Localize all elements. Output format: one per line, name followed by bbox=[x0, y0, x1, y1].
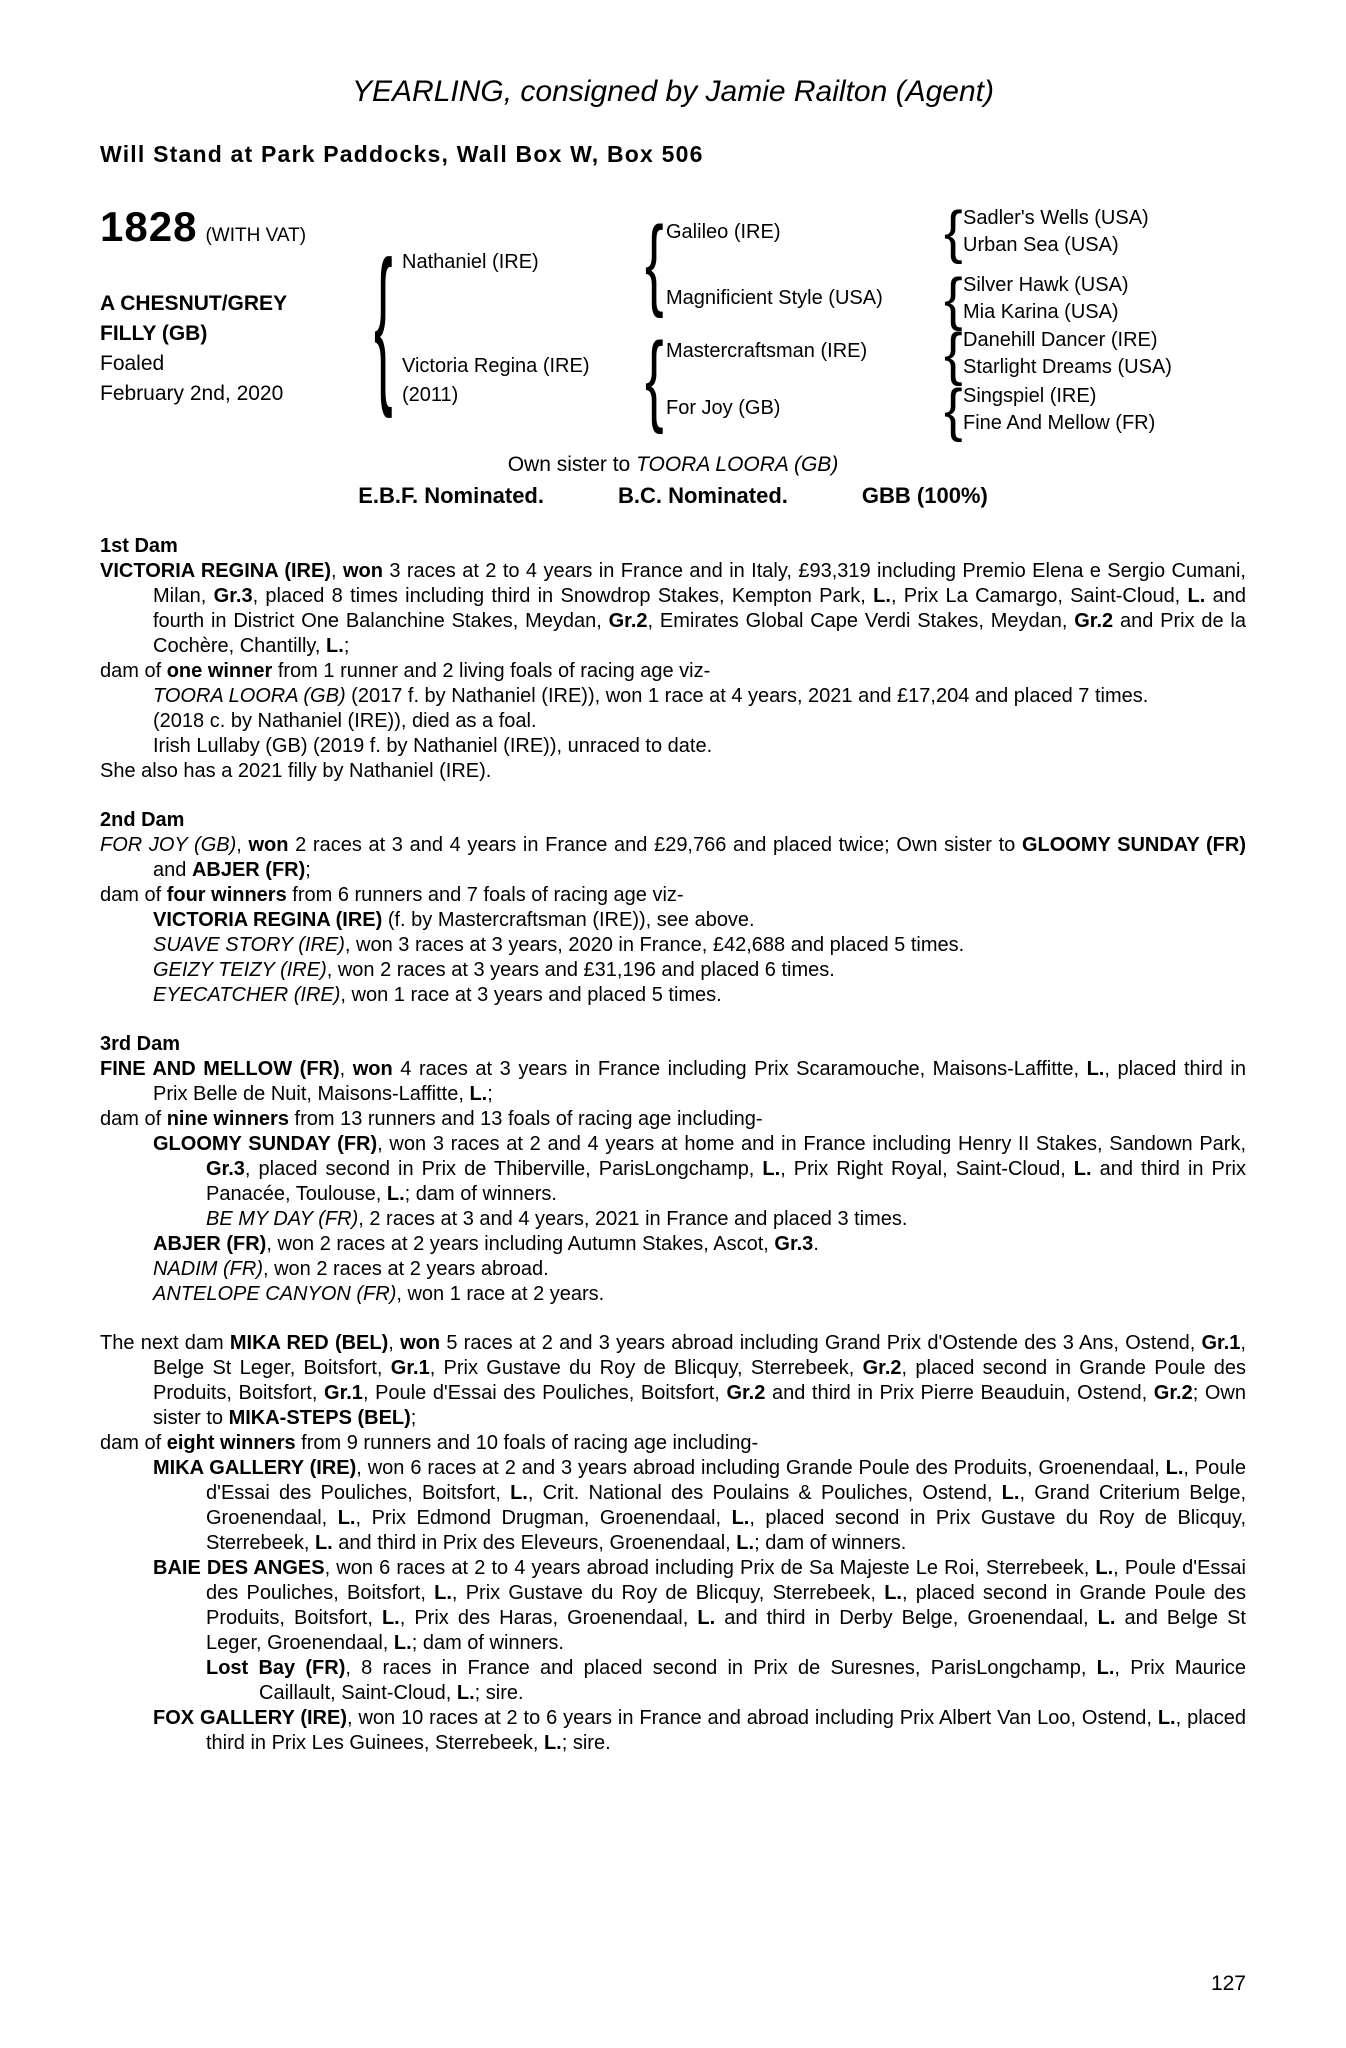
lot-sex-line: FILLY (GB) bbox=[100, 322, 208, 345]
catalogue-paragraph: GLOOMY SUNDAY (FR), won 3 races at 2 and 4 years at home and in France including Henry II Stakes, Sandown Park, Gr.3, placed second in Prix de Thiberville, ParisLongchamp, L., Prix Right Royal, Saint-Cloud, L. and third in Prix Panacée, Toulouse, L.; dam of winners. bbox=[153, 1133, 1247, 1205]
dam-section bbox=[100, 534, 1246, 784]
catalogue-paragraph: Lost Bay (FR), 8 races in France and placed second in Prix de Suresnes, ParisLongchamp, L., Prix Maurice Caillault, Saint-Cloud, L.; sire. bbox=[206, 1657, 1247, 1704]
catalogue-paragraph: EYECATCHER (IRE), won 1 race at 3 years and placed 5 times. bbox=[153, 984, 722, 1006]
grandparents-pair-3 bbox=[963, 327, 1172, 381]
gp-name: Singspiel (IRE) bbox=[963, 385, 1097, 407]
catalogue-paragraph: MIKA GALLERY (IRE), won 6 races at 2 and 3 years abroad including Grande Poule des Produits, Groenendaal, L., Poule d'Essai des Pouliches, Boitsfort, L., Crit. National des Poulains & Pouliches, Ostend, L., Grand Criterium Belge, Groenendaal, L., Prix Edmond Drugman, Groenendaal, L., placed second in Prix Gustave du Roy de Blicquy, Sterrebeek, L. and third in Prix des Eleveurs, Groenendaal, L.; dam of winners. bbox=[153, 1457, 1247, 1554]
dam-dam-name: For Joy (GB) bbox=[666, 397, 781, 419]
own-sister-line bbox=[0, 452, 1346, 478]
dam-section-heading: 1st Dam bbox=[100, 535, 178, 557]
pedigree-brace-gp3: { bbox=[944, 320, 963, 387]
gp-name: Silver Hawk (USA) bbox=[963, 274, 1129, 296]
catalogue-paragraph: FOX GALLERY (IRE), won 10 races at 2 to 6 years in France and abroad including Prix Albert Van Loo, Ostend, L., placed third in Prix Les Guinees, Sterrebeek, L.; sire. bbox=[153, 1707, 1247, 1754]
catalogue-paragraph: She also has a 2021 filly by Nathaniel (IRE). bbox=[100, 760, 492, 782]
grandparents-pair-4 bbox=[963, 383, 1155, 437]
grandparents-pair-2 bbox=[963, 272, 1129, 326]
dam-section bbox=[100, 1032, 1246, 1307]
catalogue-paragraph: dam of nine winners from 13 runners and 13 foals of racing age including- bbox=[100, 1108, 763, 1130]
own-sister-prefix: Own sister to bbox=[507, 453, 637, 476]
sire-name: Nathaniel (IRE) bbox=[402, 251, 539, 273]
dam-section-heading: 2nd Dam bbox=[100, 809, 185, 831]
catalogue-paragraph: FINE AND MELLOW (FR), won 4 races at 3 years in France including Prix Scaramouche, Maisons-Laffitte, L., placed third in Prix Belle de Nuit, Maisons-Laffitte, L.; bbox=[100, 1058, 1246, 1105]
catalogue-paragraph: SUAVE STORY (IRE), won 3 races at 3 years, 2020 in France, £42,688 and placed 5 times. bbox=[153, 934, 965, 956]
catalogue-paragraph: VICTORIA REGINA (IRE) (f. by Mastercraftsman (IRE)), see above. bbox=[153, 909, 755, 931]
gbb-badge: GBB (100%) bbox=[861, 483, 988, 508]
foaled-date: February 2nd, 2020 bbox=[100, 382, 284, 405]
page-title: YEARLING, consigned by Jamie Railton (Agent) bbox=[352, 75, 994, 108]
gp-name: Fine And Mellow (FR) bbox=[963, 412, 1156, 434]
ebf-nomination: E.B.F. Nominated. bbox=[358, 483, 544, 508]
lot-colour-line: A CHESNUT/GREY bbox=[100, 292, 288, 315]
gp-name: Urban Sea (USA) bbox=[963, 234, 1119, 256]
foaled-label: Foaled bbox=[100, 352, 165, 375]
catalogue-paragraph: FOR JOY (GB), won 2 races at 3 and 4 years in France and £29,766 and placed twice; Own sister to GLOOMY SUNDAY (FR) and ABJER (FR); bbox=[100, 834, 1246, 881]
lot-number: 1828 bbox=[100, 203, 198, 250]
catalogue-paragraph: dam of one winner from 1 runner and 2 living foals of racing age viz- bbox=[100, 660, 711, 682]
pedigree-brace-main: { bbox=[374, 223, 393, 420]
next-dam-section bbox=[100, 1331, 1246, 1756]
vat-note: (WITH VAT) bbox=[205, 225, 307, 246]
stand-location: Will Stand at Park Paddocks, Wall Box W, Box 506 bbox=[100, 141, 704, 167]
catalogue-paragraph: VICTORIA REGINA (IRE), won 3 races at 2 to 4 years in France and in Italy, £93,319 including Premio Elena e Sergio Cumani, Milan, Gr.3, placed 8 times including third in Snowdrop Stakes, Kempton Park, L., Prix La Camargo, Saint-Cloud, L. and fourth in District One Balanchine Stakes, Meydan, Gr.2, Emirates Global Cape Verdi Stakes, Meydan, Gr.2 and Prix de la Cochère, Chantilly, L.; bbox=[100, 560, 1246, 657]
pedigree-brace-gp4: { bbox=[944, 376, 963, 443]
pedigree-brace-gp2: { bbox=[944, 265, 963, 332]
pedigree-brace-gp1: { bbox=[944, 198, 963, 265]
catalogue-paragraph: The next dam MIKA RED (BEL), won 5 races at 2 and 3 years abroad including Grand Prix d'Ostende des 3 Ans, Ostend, Gr.1, Belge St Leger, Boitsfort, Gr.1, Prix Gustave du Roy de Blicquy, Sterrebeek, Gr.2, placed second in Grande Poule des Produits, Boitsfort, Gr.1, Poule d'Essai des Pouliches, Boitsfort, Gr.2 and third in Prix Pierre Beauduin, Ostend, Gr.2; Own sister to MIKA-STEPS (BEL); bbox=[100, 1332, 1247, 1429]
sire-dam-name: Magnificient Style (USA) bbox=[666, 287, 883, 309]
pedigree-brace-sire: { bbox=[645, 205, 664, 319]
catalogue-paragraph: ANTELOPE CANYON (FR), won 1 race at 2 years. bbox=[153, 1283, 605, 1305]
dam-name: Victoria Regina (IRE) bbox=[402, 355, 590, 377]
catalogue-paragraph: (2018 c. by Nathaniel (IRE)), died as a foal. bbox=[153, 710, 537, 732]
dam-year: (2011) bbox=[402, 384, 459, 406]
dam-name-block bbox=[402, 352, 589, 410]
catalogue-paragraph: dam of eight winners from 9 runners and 10 foals of racing age including- bbox=[100, 1432, 759, 1454]
dam-section bbox=[100, 808, 1246, 1008]
dam-section-heading: 3rd Dam bbox=[100, 1033, 181, 1055]
catalogue-paragraph: Irish Lullaby (GB) (2019 f. by Nathaniel (IRE)), unraced to date. bbox=[153, 735, 713, 757]
gp-name: Starlight Dreams (USA) bbox=[963, 356, 1172, 378]
sire-sire-name: Galileo (IRE) bbox=[666, 221, 781, 243]
catalogue-paragraph: NADIM (FR), won 2 races at 2 years abroad. bbox=[153, 1258, 549, 1280]
own-sister-name: TOORA LOORA (GB) bbox=[636, 453, 839, 476]
gp-name: Mia Karina (USA) bbox=[963, 301, 1119, 323]
lot-header bbox=[100, 203, 306, 251]
pedigree-brace-dam: { bbox=[645, 321, 664, 435]
gp-name: Sadler's Wells (USA) bbox=[963, 207, 1149, 229]
dam-sire-name: Mastercraftsman (IRE) bbox=[666, 340, 868, 362]
nominations-line bbox=[0, 482, 1346, 510]
catalogue-paragraph: BE MY DAY (FR), 2 races at 3 and 4 years, 2021 in France and placed 3 times. bbox=[206, 1208, 908, 1230]
gp-name: Danehill Dancer (IRE) bbox=[963, 329, 1158, 351]
catalogue-paragraph: BAIE DES ANGES, won 6 races at 2 to 4 years abroad including Prix de Sa Majeste Le Roi, Sterrebeek, L., Poule d'Essai des Pouliches, Boitsfort, L., Prix Gustave du Roy de Blicquy, Sterrebeek, L., placed second in Grande Poule des Produits, Boitsfort, L., Prix des Haras, Groenendaal, L. and third in Derby Belge, Groenendaal, L. and Belge St Leger, Groenendaal, L.; dam of winners. bbox=[153, 1557, 1247, 1654]
catalogue-paragraph: dam of four winners from 6 runners and 7 foals of racing age viz- bbox=[100, 884, 684, 906]
pedigree-table bbox=[0, 197, 1346, 442]
page-number: 127 bbox=[1210, 1972, 1246, 1995]
lot-description bbox=[100, 289, 287, 409]
catalogue-paragraph: TOORA LOORA (GB) (2017 f. by Nathaniel (IRE)), won 1 race at 4 years, 2021 and £17,204 and placed 7 times. bbox=[153, 685, 1149, 707]
catalogue-paragraph: ABJER (FR), won 2 races at 2 years including Autumn Stakes, Ascot, Gr.3. bbox=[153, 1233, 819, 1255]
catalogue-paragraph: GEIZY TEIZY (IRE), won 2 races at 3 years and £31,196 and placed 6 times. bbox=[153, 959, 835, 981]
grandparents-pair-1 bbox=[963, 205, 1149, 259]
dam-sections bbox=[100, 534, 1246, 1756]
bc-nomination: B.C. Nominated. bbox=[617, 483, 788, 508]
